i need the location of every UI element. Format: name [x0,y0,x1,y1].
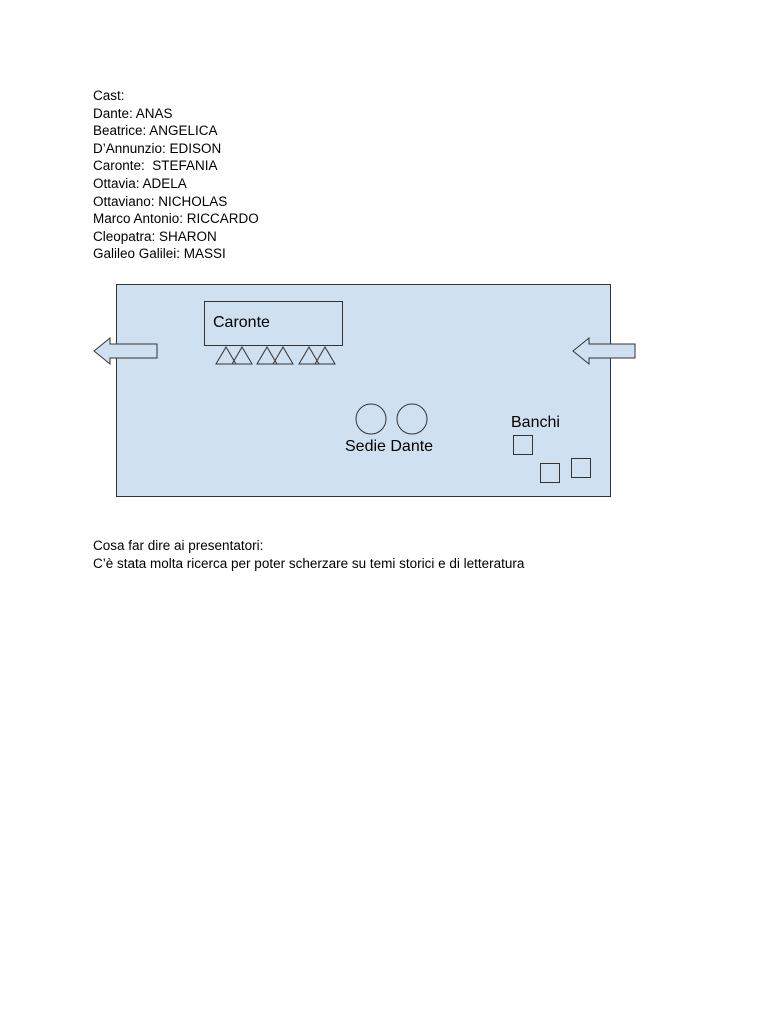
notes-text: C’è stata molta ricerca per poter scherzare su temi storici e di letteratura [93,555,525,571]
cast-line-galileo: Galileo Galilei: MASSI [93,246,226,262]
banchi-label: Banchi [511,414,560,431]
chair-circle-icon [356,404,386,434]
cast-line-caronte: Caronte: STEFANIA [93,158,218,174]
cast-line-dante: Dante: ANAS [93,105,173,121]
notes-heading: Cosa far dire ai presentatori: [93,538,264,553]
stage-area [117,285,611,497]
presenter-notes [93,537,524,572]
cast-line-cleopatra: Cleopatra: SHARON [93,228,217,244]
chair-circle-icon [397,404,427,434]
cast-line-beatrice: Beatrice: ANGELICA [93,123,218,139]
cast-line-ottavia: Ottavia: ADELA [93,175,187,191]
bench-square-icon [514,436,533,455]
caronte-label: Caronte [213,314,270,331]
cast-line-dannunzio: D’Annunzio: EDISON [93,140,222,156]
cast-line-marco-antonio: Marco Antonio: RICCARDO [93,211,259,227]
bench-square-icon [541,464,560,483]
cast-heading: Cast: [93,88,125,103]
cast-line-ottaviano: Ottaviano: NICHOLAS [93,193,228,209]
bench-square-icon [572,459,591,478]
sedie-label: Sedie Dante [345,438,434,455]
